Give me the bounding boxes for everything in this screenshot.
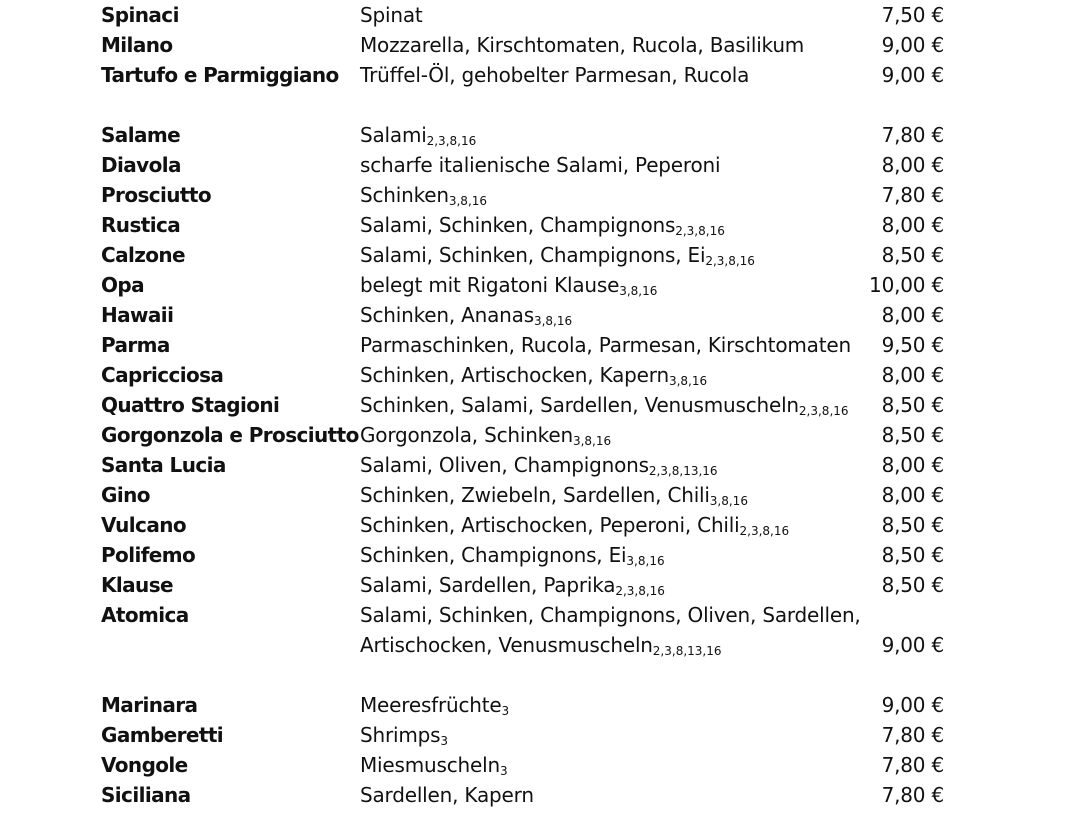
menu-item-description-text: Shrimps — [360, 723, 441, 747]
menu-item-name: Prosciutto — [101, 183, 211, 207]
menu-item-description-text: Spinat — [360, 3, 423, 27]
menu-item — [0, 270, 1080, 300]
menu-item-name: Siciliana — [101, 783, 191, 807]
menu-item-name: Quattro Stagioni — [101, 393, 280, 417]
menu-item-price: 7,80 € — [881, 753, 944, 777]
menu-item-description — [360, 150, 720, 183]
menu-item-allergens: 3 — [501, 704, 510, 718]
menu-item-name: Parma — [101, 333, 170, 357]
menu-item — [0, 450, 1080, 480]
menu-item-description-text: Schinken, Zwiebeln, Sardellen, Chili — [360, 483, 710, 507]
menu-item-description — [360, 690, 509, 723]
menu-item-description-text: Schinken, Artischocken, Peperoni, Chili — [360, 513, 740, 537]
menu-item — [0, 330, 1080, 360]
menu-item — [0, 300, 1080, 330]
menu-item-description-text: Schinken, Champignons, Ei — [360, 543, 627, 567]
menu-item — [0, 540, 1080, 570]
menu-item-description-text: Schinken — [360, 183, 449, 207]
menu-item-description — [360, 360, 707, 393]
menu-item-name: Klause — [101, 573, 173, 597]
menu-item-name: Hawaii — [101, 303, 174, 327]
menu-item-description-text: Schinken, Artischocken, Kapern — [360, 363, 669, 387]
menu-item — [0, 0, 1080, 30]
menu-item-description — [360, 210, 725, 243]
menu-item — [0, 360, 1080, 390]
menu-item-description-text: scharfe italienische Salami, Peperoni — [360, 153, 721, 177]
menu-item-description — [360, 570, 665, 603]
menu-item — [0, 570, 1080, 600]
menu-item-price: 8,50 € — [881, 423, 944, 447]
menu-item — [0, 30, 1080, 60]
menu-item-name: Santa Lucia — [101, 453, 226, 477]
menu-item-price: 9,00 € — [881, 33, 944, 57]
menu-item-allergens: 3,8,16 — [448, 194, 488, 208]
menu-item-description-text: Gorgonzola, Schinken — [360, 423, 573, 447]
menu-item-description — [360, 30, 804, 63]
menu-item-description-text: Salami, Sardellen, Paprika — [360, 573, 616, 597]
menu-item-price: 7,80 € — [881, 183, 944, 207]
menu-item-price: 8,00 € — [881, 483, 944, 507]
menu-item-name: Vulcano — [101, 513, 186, 537]
menu-item-description-text: Mozzarella, Kirschtomaten, Rucola, Basilikum — [360, 33, 805, 57]
menu-item-allergens: 3,8,16 — [626, 554, 665, 568]
menu-item-description — [360, 780, 534, 813]
menu-item — [0, 390, 1080, 420]
menu-item-price: 9,00 € — [881, 63, 944, 87]
menu-item-price: 8,50 € — [881, 513, 944, 537]
menu-item-description — [360, 60, 749, 93]
menu-item-description-text: belegt mit Rigatoni Klause — [360, 273, 620, 297]
menu-item-price: 7,50 € — [881, 3, 944, 27]
menu-item-name: Tartufo e Parmiggiano — [101, 63, 339, 87]
menu-item — [0, 480, 1080, 510]
menu-item-name: Spinaci — [101, 3, 179, 27]
menu-item-price: 9,00 € — [881, 633, 944, 657]
menu-item-description — [360, 180, 487, 213]
menu-item-description — [360, 270, 657, 303]
menu-item-name: Rustica — [101, 213, 181, 237]
menu-item-name: Marinara — [101, 693, 198, 717]
menu-item-allergens: 3,8,16 — [709, 494, 748, 508]
menu-item-description-text: Schinken, Ananas — [360, 303, 534, 327]
menu-item-price: 8,50 € — [881, 393, 944, 417]
menu-item-price: 9,00 € — [881, 693, 944, 717]
menu-item-description — [360, 450, 718, 483]
menu-item-name: Calzone — [101, 243, 186, 267]
menu-item — [0, 600, 1080, 630]
menu-item-name: Salame — [101, 123, 181, 147]
menu-item-allergens: 3,8,16 — [572, 434, 612, 448]
menu-item-allergens: 3,8,16 — [533, 314, 573, 328]
menu-item-name: Vongole — [101, 753, 188, 777]
menu-item-allergens: 2,3,8,16 — [705, 254, 755, 268]
menu-item — [0, 510, 1080, 540]
menu-item-price: 10,00 € — [869, 273, 944, 297]
menu-item — [0, 180, 1080, 210]
menu-item-description — [360, 510, 789, 543]
menu-item-name: Gino — [101, 483, 150, 507]
menu-item-description-text: Salami, Schinken, Champignons — [360, 213, 676, 237]
menu-item-price: 8,00 € — [881, 363, 944, 387]
menu-item — [0, 690, 1080, 720]
menu-item-price: 9,50 € — [881, 333, 944, 357]
menu-item-description-text: Schinken, Salami, Sardellen, Venusmuscheln — [360, 393, 799, 417]
menu-item-description-text: Salami, Schinken, Champignons, Ei — [360, 243, 706, 267]
menu-item-description — [360, 0, 423, 33]
menu-item-allergens: 2,3,8,16 — [426, 134, 477, 148]
menu-item-name: Gamberetti — [101, 723, 224, 747]
menu-item-description-text: Trüffel-Öl, gehobelter Parmesan, Rucola — [360, 63, 750, 87]
menu-item — [0, 150, 1080, 180]
menu-item-name: Polifemo — [101, 543, 196, 567]
menu-item-description-text: Sardellen, Kapern — [360, 783, 534, 807]
menu-item-name: Opa — [101, 273, 145, 297]
menu-item-price: 8,50 € — [881, 243, 944, 267]
menu-item-allergens: 2,3,8,16 — [798, 404, 849, 418]
menu-item-description — [360, 330, 851, 363]
menu-item-allergens: 3,8,16 — [619, 284, 658, 298]
menu-item-price: 8,00 € — [881, 213, 944, 237]
menu-item — [0, 720, 1080, 750]
menu-item-description — [360, 480, 748, 513]
menu-item-description — [360, 630, 722, 663]
menu-item-price: 8,00 € — [881, 303, 944, 327]
menu-item — [0, 780, 1080, 810]
menu-item-price: 8,50 € — [881, 543, 944, 567]
menu-item-description — [360, 540, 665, 573]
menu-item-allergens: 2,3,8,16 — [675, 224, 725, 238]
menu-item-description — [360, 390, 849, 423]
menu-item-name: Diavola — [101, 153, 181, 177]
menu-item-name: Atomica — [101, 603, 189, 627]
menu-item-description-text: Parmaschinken, Rucola, Parmesan, Kirschtomaten — [360, 333, 851, 357]
menu-item-allergens: 2,3,8,13,16 — [648, 464, 718, 478]
menu-item — [0, 60, 1080, 90]
menu-item-price: 8,50 € — [881, 573, 944, 597]
menu-item-price: 8,00 € — [881, 153, 944, 177]
menu-item-allergens: 2,3,8,13,16 — [652, 644, 722, 658]
menu-item-price: 7,80 € — [881, 783, 944, 807]
menu-item-name: Gorgonzola e Prosciutto — [101, 423, 359, 447]
menu-item-allergens: 3 — [499, 764, 508, 778]
menu-item-description — [360, 240, 755, 273]
menu-item-price: 7,80 € — [881, 723, 944, 747]
menu-item-description — [360, 300, 572, 333]
menu-item — [0, 420, 1080, 450]
menu-item-description-text: Salami, Oliven, Champignons — [360, 453, 649, 477]
menu-item-name: Capricciosa — [101, 363, 224, 387]
menu-item-price: 7,80 € — [881, 123, 944, 147]
menu-item-description — [360, 720, 448, 753]
menu-item-description — [360, 420, 611, 453]
menu-item-allergens: 3,8,16 — [668, 374, 708, 388]
menu-item-allergens: 3 — [440, 734, 448, 748]
menu-item-description — [360, 600, 861, 633]
menu-item-description-text: Miesmuscheln — [360, 753, 500, 777]
menu-item-price: 8,00 € — [881, 453, 944, 477]
menu-item-name: Milano — [101, 33, 173, 57]
menu-item-allergens: 2,3,8,16 — [615, 584, 665, 598]
menu-item-description-text: Artischocken, Venusmuscheln — [360, 633, 653, 657]
menu-item-description-text: Meeresfrüchte — [360, 693, 502, 717]
menu-item — [0, 630, 1080, 660]
menu-item-description — [360, 120, 476, 153]
menu-item — [0, 750, 1080, 780]
menu-item-description — [360, 750, 508, 783]
menu-item-description-text: Salami — [360, 123, 427, 147]
menu-item — [0, 210, 1080, 240]
menu-item — [0, 240, 1080, 270]
menu-item-allergens: 2,3,8,16 — [739, 524, 790, 538]
menu-item-description-text: Salami, Schinken, Champignons, Oliven, Sardellen, — [360, 603, 861, 627]
menu-item — [0, 120, 1080, 150]
